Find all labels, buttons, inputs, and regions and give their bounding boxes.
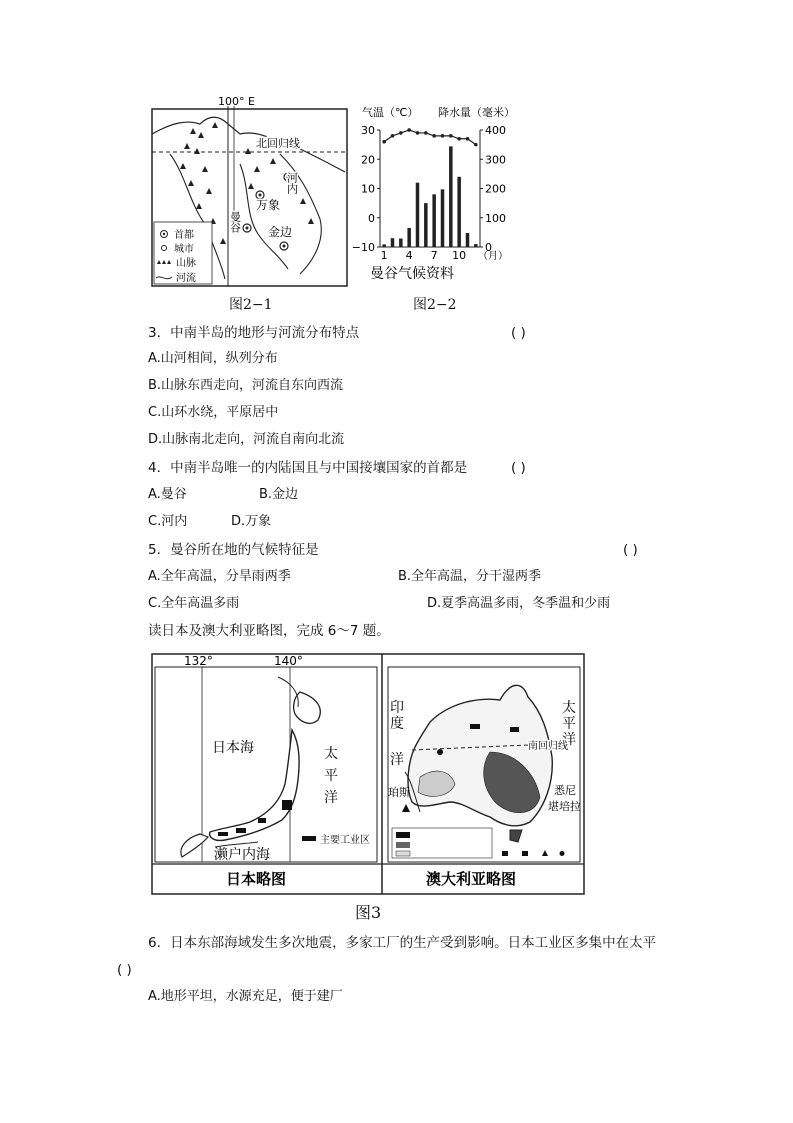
city-vientiane: 万象 (256, 198, 281, 212)
temperature-point (424, 131, 428, 135)
precipitation-bar (441, 189, 445, 247)
question-5-option-c: C.全年高温多雨 (148, 596, 240, 611)
x-tick-label: 1 (380, 249, 388, 262)
right-tick-label: 400 (485, 124, 506, 137)
temperature-point (466, 137, 470, 141)
precipitation-bar (391, 238, 395, 247)
x-tick-label: 10 (452, 249, 467, 262)
temperature-line (384, 130, 476, 145)
question-4-option-a: A.曼谷 (148, 487, 187, 502)
question-6-option-a: A.地形平坦，水源充足，便于建厂 (148, 989, 343, 1004)
left-tick-label: 10 (361, 182, 375, 196)
right-tick-label: 100 (485, 211, 506, 225)
aus-indian-2: 度 (390, 716, 404, 732)
lon-140: 140° (274, 654, 303, 668)
question-4-bracket: ( ) (511, 460, 526, 476)
meridian-label: 100° E (218, 95, 255, 108)
legend-mountain: 山脉 (176, 258, 196, 269)
left-tick-label: 30 (361, 124, 375, 137)
australia-map-title: 澳大利亚略图 (426, 870, 517, 888)
precipitation-bar (466, 233, 470, 247)
canberra-label: 堪培拉 (548, 800, 581, 813)
question-3-stem: 3．中南半岛的地形与河流分布特点 (148, 325, 360, 341)
seto-inland-sea-label: 濑户内海 (214, 847, 270, 863)
precipitation-bar (407, 228, 411, 247)
city-hanoi: 河内 (285, 172, 299, 194)
japan-pacific-2: 平 (324, 768, 338, 784)
precipitation-bar (399, 239, 403, 247)
temperature-point (449, 134, 453, 138)
temperature-point (441, 134, 445, 138)
precipitation-bar (424, 203, 428, 247)
question-3-option-b: B.山脉东西走向，河流自东向西流 (148, 378, 344, 393)
precipitation-bar (457, 177, 461, 247)
question-3-option-d: D.山脉南北走向，河流自南向北流 (148, 432, 345, 447)
aus-pacific-2: 平 (562, 716, 576, 732)
temperature-point (432, 134, 436, 138)
right-axis-label: 降水量（毫米） (438, 106, 515, 119)
japan-pacific-3: 洋 (324, 790, 338, 806)
question-4-option-b: B.金边 (259, 487, 299, 502)
japan-map-title: 日本略图 (226, 870, 287, 888)
question-5-option-b: B.全年高温，分干湿两季 (398, 569, 542, 584)
aus-indian-1: 印 (390, 700, 404, 716)
temperature-point (391, 134, 395, 138)
question-5-option-a: A.全年高温，分旱雨两季 (148, 569, 291, 584)
city-bangkok: 曼谷 (228, 211, 242, 233)
legend-capital: 首都 (174, 230, 194, 241)
chart-title: 曼谷气候资料 (370, 266, 454, 282)
legend-city: 城市 (174, 244, 194, 255)
question-4-option-d: D.万象 (231, 514, 272, 529)
perth-label: 珀斯 (388, 786, 410, 799)
figure-2-2-caption: 图2−2 (413, 297, 457, 313)
x-tick-label: 4 (405, 249, 413, 262)
aus-pacific-1: 太 (562, 700, 576, 716)
right-tick-label: 300 (485, 153, 506, 167)
city-phnompenh: 金边 (268, 225, 293, 239)
right-tick-label: 0 (485, 241, 492, 254)
left-tick-label: 20 (361, 153, 375, 167)
left-tick-label: 0 (368, 211, 375, 225)
question-3-bracket: ( ) (511, 325, 526, 341)
question-5-option-d: D.夏季高温多雨，冬季温和少雨 (427, 596, 611, 611)
question-5-stem: 5．曼谷所在地的气候特征是 (148, 542, 319, 558)
legend-river: 河流 (176, 273, 196, 284)
question-4-option-c: C.河内 (148, 514, 188, 529)
figure-2-2-climate-chart (352, 98, 524, 288)
figure-2-1-caption: 图2−1 (229, 297, 273, 313)
temperature-point (457, 137, 461, 141)
japan-pacific-1: 太 (324, 746, 338, 762)
precipitation-bar (382, 244, 386, 247)
precipitation-bar (449, 146, 453, 247)
precipitation-bar (474, 244, 478, 247)
industrial-zone-legend: 主要工业区 (320, 835, 370, 846)
precipitation-bar (432, 194, 436, 247)
sydney-label: 悉尼 (554, 784, 576, 797)
question-3-option-c: C.山环水绕，平原居中 (148, 405, 279, 420)
temperature-point (416, 131, 420, 135)
tropic-label: 北回归线 (256, 137, 300, 150)
x-unit-label: （月） (478, 251, 508, 262)
temperature-point (382, 140, 386, 144)
aus-pacific-3: 洋 (562, 732, 576, 748)
left-axis-label: 气温（℃） (362, 106, 419, 119)
lon-132: 132° (184, 654, 213, 668)
question-5-bracket: ( ) (623, 542, 638, 558)
precipitation-bar (416, 183, 420, 247)
question-3-option-a: A.山河相间，纵列分布 (148, 351, 278, 366)
x-tick-label: 7 (430, 249, 438, 262)
figure-2-1-map (150, 94, 350, 294)
aus-indian-3: 洋 (390, 752, 404, 768)
figure-3-maps (150, 652, 586, 896)
question-6-bracket: ( ) (117, 962, 132, 978)
temperature-point (399, 131, 403, 135)
temperature-point (474, 143, 478, 147)
sea-of-japan-label: 日本海 (212, 740, 254, 756)
question-6-line1: 6．日本东部海域发生多次地震，多家工厂的生产受到影响。日本工业区多集中在太平 (148, 935, 657, 951)
figure-3-caption: 图3 (355, 903, 382, 922)
temperature-point (407, 128, 411, 132)
right-tick-label: 200 (485, 182, 506, 196)
question-4-stem: 4．中南半岛唯一的内陆国且与中国接壤国家的首都是 (148, 460, 468, 476)
left-tick-label: −10 (352, 241, 375, 254)
aus-tropic-label: 南回归线 (528, 741, 568, 752)
intro-6-7: 读日本及澳大利亚略图，完成 6～7 题。 (148, 623, 390, 639)
